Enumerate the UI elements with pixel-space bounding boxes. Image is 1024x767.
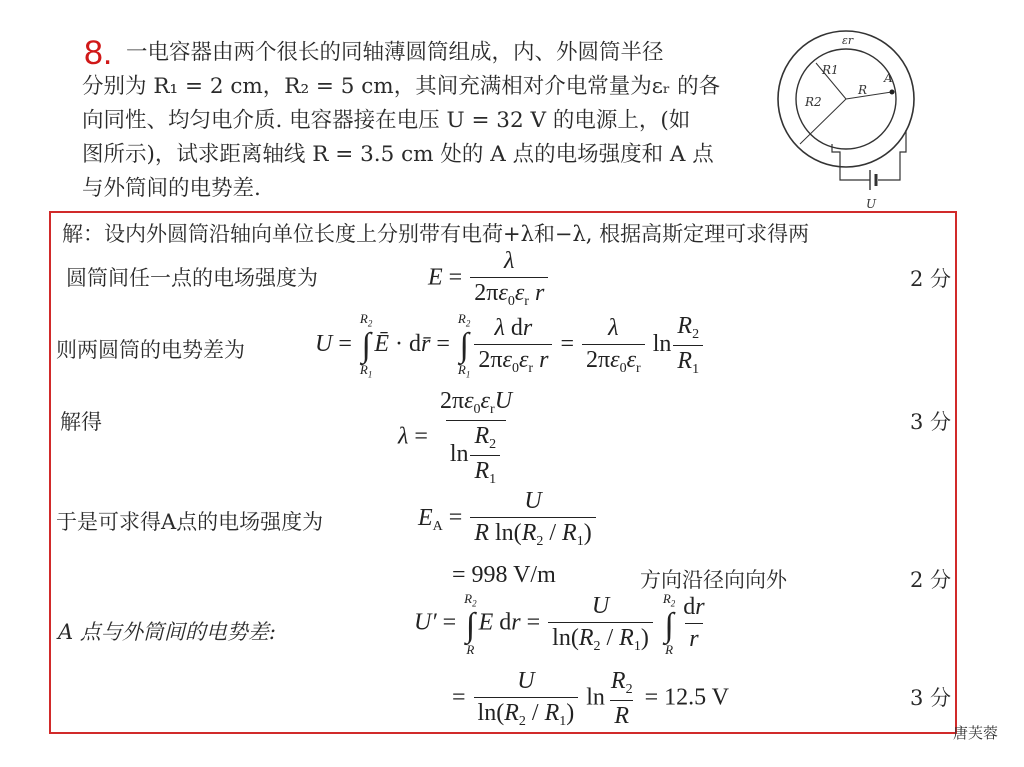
score-2: 3 分 bbox=[910, 410, 952, 434]
label-r1: R1 bbox=[822, 63, 839, 77]
formula-ua: U′ = $R_2$ ∫ R E dr = $\frac{U}{\ln(R_2 / R_1)}$ $R_2$ ∫ R $\frac{dr}{r}$ bbox=[414, 591, 705, 657]
label-a: A bbox=[884, 71, 893, 85]
label-r: R bbox=[858, 83, 868, 97]
formula-result: = $\frac{U}{\ln(R_2 / R_1)}$ ln $\frac{R_2}{R}$ = 12.5 V bbox=[452, 668, 730, 729]
result-value: = 12.5 V bbox=[644, 684, 730, 711]
problem-line-1: 一电容器由两个很长的同轴薄圆筒组成，内、外圆筒半径 bbox=[126, 40, 664, 65]
formula-lambda: λ = $2\pi\varepsilon_0\varepsilon_rU$ ln $\frac{R_2}{R_1}$ bbox=[398, 388, 513, 487]
point-a bbox=[890, 90, 895, 95]
label-eps: εr bbox=[842, 34, 854, 47]
problem-statement bbox=[82, 36, 732, 206]
score-4: 3 分 bbox=[910, 686, 952, 710]
problem-number: 8. bbox=[84, 34, 113, 72]
capacitor-diagram bbox=[770, 22, 930, 212]
ua-label: A 点与外筒间的电势差: bbox=[58, 620, 276, 644]
formula-potential: U = $R_2$ ∫ $R_1$ Ē · dr̄ = $R_2$ ∫ $R_1$ $\frac{\text{λ dr}}{2\pi\varepsilon_0\varepsilon_r r}$ = $\frac{\lambda}{2\pi\varepsilon_0\varepsilon_r}$ ln $\frac{R_2}{R_1}$ bbox=[315, 312, 705, 379]
field-a-label: 于是可求得A点的电场强度为 bbox=[56, 510, 324, 534]
problem-line-2: 分别为 R₁ = 2 cm，R₂ = 5 cm，其间充满相对介电常量为εᵣ 的各 bbox=[82, 74, 721, 99]
radius-r bbox=[846, 92, 892, 99]
formula-field: E = $\frac{\lambda}{2\pi\varepsilon_0\varepsilon_r r}$ bbox=[428, 248, 550, 310]
field-line-label: 圆筒间任一点的电场强度为 bbox=[66, 266, 318, 290]
label-r2: R2 bbox=[805, 95, 822, 109]
score-3: 2 分 bbox=[910, 568, 952, 592]
solution-intro: 解：设内外圆筒沿轴向单位长度上分别带有电荷+λ和−λ, 根据高斯定理可求得两 bbox=[62, 222, 810, 246]
problem-line-4: 图所示)，试求距离轴线 R = 3.5 cm 处的 A 点的电场强度和 A 点 bbox=[82, 142, 714, 167]
label-u: U bbox=[866, 197, 877, 211]
problem-line-3: 向同性、均匀电介质. 电容器接在电压 U = 32 V 的电源上，(如 bbox=[82, 108, 691, 133]
author-name: 唐芙蓉 bbox=[952, 724, 998, 742]
ea-value: = 998 V/m bbox=[452, 562, 556, 588]
formula-ea: $E_A$ = $\frac{U}{R \ln(R_2 / R_1)}$ bbox=[418, 488, 598, 550]
score-1: 2 分 bbox=[910, 267, 952, 291]
solve-label: 解得 bbox=[60, 410, 102, 434]
ea-direction: 方向沿径向向外 bbox=[640, 568, 787, 592]
potential-line-label: 则两圆筒的电势差为 bbox=[56, 338, 245, 362]
problem-line-5: 与外筒间的电势差. bbox=[82, 176, 261, 201]
